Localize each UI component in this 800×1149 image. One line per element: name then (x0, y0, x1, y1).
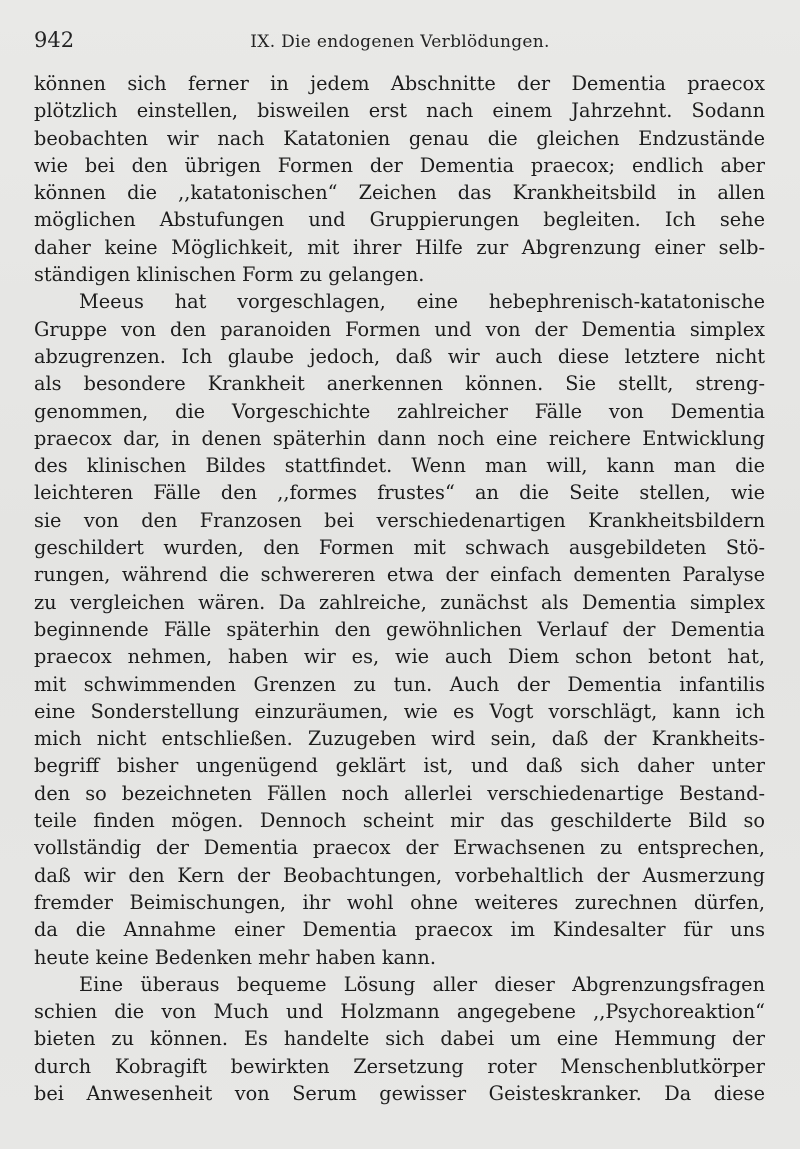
text-line: heute keine Bedenken mehr haben kann. (34, 945, 436, 969)
text-line: bieten zu können. Es handelte sich dabei um eine Hemmung der (34, 1027, 765, 1051)
text-line: bei Anwesenheit von Serum gewisser Geisteskranker. Da diese (34, 1081, 765, 1105)
text-line: plötzlich einstellen, bisweilen erst nach einem Jahrzehnt. Sodann (34, 99, 765, 123)
text-line: beobachten wir nach Katatonien genau die gleichen Endzustände (34, 126, 765, 150)
text-line: wie bei den übrigen Formen der Dementia praecox; endlich aber (34, 153, 765, 177)
text-line: möglichen Abstufungen und Gruppierungen begleiten. Ich sehe (34, 208, 765, 232)
text-line: können sich ferner in jedem Abschnitte der Dementia praecox (34, 72, 765, 95)
paragraph (34, 971, 765, 1107)
text-line: fremder Beimischungen, ihr wohl ohne weiteres zurechnen dürfen, (34, 890, 765, 914)
text-line: praecox nehmen, haben wir es, wie auch Diem schon betont hat, (34, 645, 765, 669)
text-line: mit schwimmenden Grenzen zu tun. Auch der Dementia infantilis (34, 672, 765, 696)
text-line: daß wir den Kern der Beobachtungen, vorbehaltlich der Ausmerzung (34, 863, 765, 887)
text-line: als besondere Krankheit anerkennen können. Sie stellt, streng- (34, 372, 765, 396)
text-line: geschildert wurden, den Formen mit schwach ausgebildeten Stö- (34, 536, 765, 560)
page-number: 942 (34, 28, 75, 52)
text-line: da die Annahme einer Dementia praecox im Kindesalter für uns (34, 918, 765, 942)
text-line: begriff bisher ungenügend geklärt ist, und daß sich daher unter (34, 754, 765, 778)
page-header (34, 28, 766, 58)
paragraph (34, 288, 765, 970)
text-line: können die ,,katatonischen“ Zeichen das Krankheitsbild in allen (34, 181, 765, 205)
text-line: rungen, während die schwereren etwa der einfach dementen Paralyse (34, 563, 765, 587)
text-line: zu vergleichen wären. Da zahlreiche, zunächst als Dementia simplex (34, 590, 765, 614)
text-line: mich nicht entschließen. Zuzugeben wird sein, daß der Krankheits- (34, 727, 765, 751)
text-line: eine Sonderstellung einzuräumen, wie es Vogt vorschlägt, kann ich (34, 699, 765, 723)
text-line: beginnende Fälle späterhin den gewöhnlichen Verlauf der Dementia (34, 617, 765, 641)
text-line: ständigen klinischen Form zu gelangen. (34, 263, 425, 287)
text-line: genommen, die Vorgeschichte zahlreicher Fälle von Dementia (34, 399, 765, 423)
text-line: teile finden mögen. Dennoch scheint mir das geschilderte Bild so (34, 809, 765, 833)
text-line: des klinischen Bildes stattfindet. Wenn man will, kann man die (34, 454, 765, 478)
text-line: praecox dar, in denen späterhin dann noch eine reichere Entwicklung (34, 426, 765, 450)
text-line: leichteren Fälle den ,,formes frustes“ an die Seite stellen, wie (34, 481, 765, 505)
paragraph (34, 70, 765, 288)
body-text (34, 70, 765, 1107)
text-line: Meeus hat vorgeschlagen, eine hebephrenisch-katatonische (79, 290, 765, 314)
text-line: durch Kobragift bewirkten Zersetzung roter Menschenblutkörper (34, 1054, 765, 1078)
running-head: IX. Die endogenen Verblödungen. (250, 32, 550, 52)
text-line: daher keine Möglichkeit, mit ihrer Hilfe zur Abgrenzung einer selb- (34, 235, 765, 259)
text-line: Eine überaus bequeme Lösung aller dieser Abgrenzungsfragen (79, 972, 765, 996)
text-line: Gruppe von den paranoiden Formen und von der Dementia simplex (34, 317, 765, 341)
text-line: vollständig der Dementia praecox der Erwachsenen zu entsprechen, (34, 836, 765, 860)
text-line: den so bezeichneten Fällen noch allerlei verschiedenartige Bestand- (34, 781, 765, 805)
text-line: sie von den Franzosen bei verschiedenartigen Krankheitsbildern (34, 508, 765, 532)
text-line: abzugrenzen. Ich glaube jedoch, daß wir auch diese letztere nicht (34, 344, 765, 368)
text-line: schien die von Much und Holzmann angegebene ,,Psychoreaktion“ (34, 1000, 765, 1024)
